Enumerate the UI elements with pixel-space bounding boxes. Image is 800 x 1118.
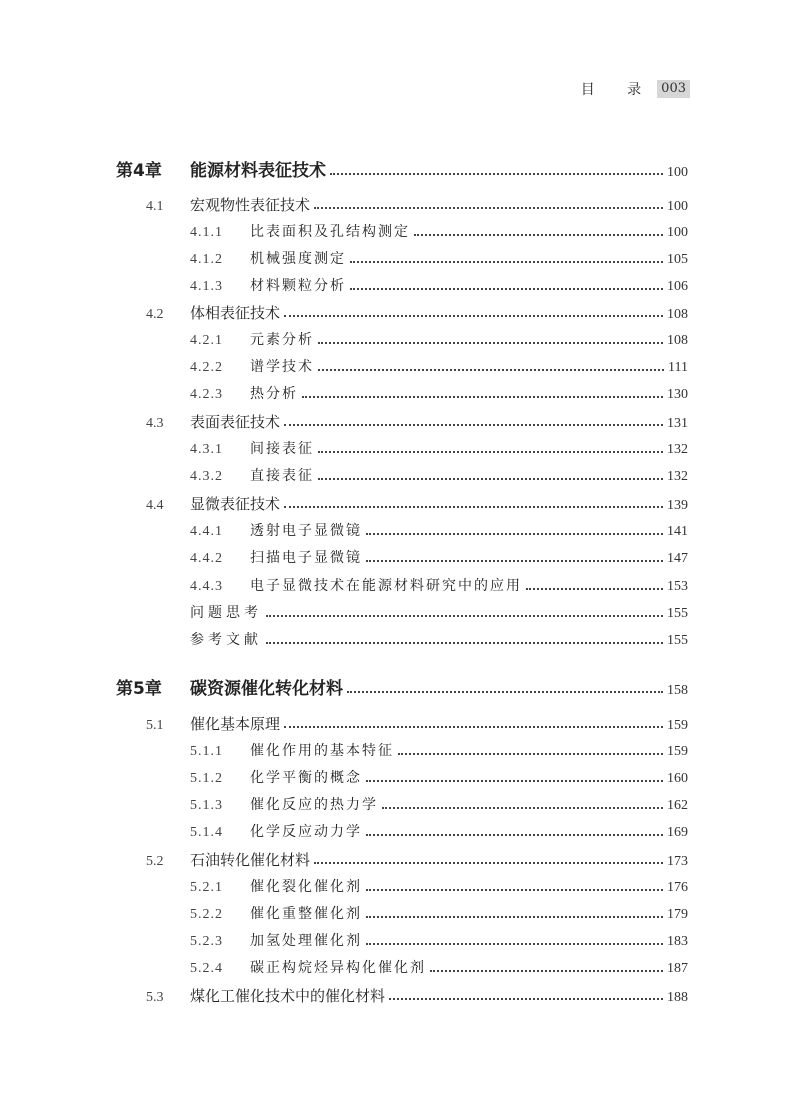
toc-entry-number: 4.1.3: [190, 279, 223, 294]
toc-entry-page: 162: [667, 798, 688, 813]
toc-section-entry[interactable]: [146, 847, 688, 873]
toc-entry-number: 第4章: [116, 161, 162, 181]
dot-leader: [526, 588, 663, 590]
toc-entry-number: 4.3.2: [190, 469, 223, 484]
toc-entry-page: 105: [667, 252, 688, 267]
running-header: [581, 79, 690, 99]
toc-entry-page: 173: [667, 854, 688, 869]
toc-entry[interactable]: [190, 219, 688, 245]
toc-entry-number: 4.1.2: [190, 252, 223, 267]
dot-leader: [366, 533, 663, 535]
toc-section-entry[interactable]: [146, 409, 688, 435]
dot-leader: [266, 642, 663, 644]
toc-entry-title: 扫描电子显微镜: [250, 550, 362, 566]
toc-entry-page: 159: [667, 718, 688, 733]
toc-entry[interactable]: [190, 545, 688, 571]
toc-entry-page: 106: [667, 279, 688, 294]
toc-entry-page: 158: [667, 683, 688, 698]
toc-entry-number: 4.4.1: [190, 524, 223, 539]
toc-entry-title: 直接表征: [250, 468, 314, 484]
toc-entry-number: 5.2.1: [190, 880, 223, 895]
toc-entry-page: 179: [667, 907, 688, 922]
toc-entry-number: 4.2.1: [190, 333, 223, 348]
toc-entry-title: 机械强度测定: [250, 251, 346, 267]
dot-leader: [284, 315, 663, 317]
dot-leader: [414, 234, 663, 236]
toc-entry[interactable]: [190, 901, 688, 927]
toc-entry-title: 元素分析: [250, 332, 314, 348]
toc-entry-page: 147: [667, 551, 688, 566]
dot-leader: [350, 261, 663, 263]
toc-entry-number: 5.2.4: [190, 961, 223, 976]
header-page-number: 003: [657, 80, 690, 98]
toc-entry-page: 169: [667, 825, 688, 840]
dot-leader: [318, 369, 664, 371]
dot-leader: [398, 753, 663, 755]
toc-entry[interactable]: [190, 738, 688, 764]
toc-entry-title: 谱学技术: [250, 359, 314, 375]
toc-entry-title: 电子显微技术在能源材料研究中的应用: [250, 578, 522, 594]
toc-section-entry[interactable]: [146, 711, 688, 737]
toc-entry-number: 4.4.3: [190, 579, 223, 594]
toc-section-entry[interactable]: [146, 300, 688, 326]
dot-leader: [389, 998, 663, 1000]
toc-entry[interactable]: [190, 518, 688, 544]
toc-entry[interactable]: [190, 627, 688, 653]
toc-entry[interactable]: [190, 573, 688, 599]
toc-entry-title: 加氢处理催化剂: [250, 933, 362, 949]
dot-leader: [302, 396, 663, 398]
toc-entry-title: 催化基本原理: [190, 715, 281, 733]
toc-entry-title: 参考文献: [190, 632, 262, 648]
toc-entry-title: 热分析: [250, 386, 298, 402]
dot-leader: [318, 478, 663, 480]
dot-leader: [314, 862, 663, 864]
dot-leader: [366, 780, 663, 782]
toc-entry[interactable]: [190, 273, 688, 299]
toc-entry-number: 4.3.1: [190, 442, 223, 457]
toc-entry-title: 体相表征技术: [190, 304, 281, 322]
toc-entry-number: 4.1.1: [190, 225, 223, 240]
toc-entry-title: 问题思考: [190, 605, 262, 621]
toc-entry-page: 155: [667, 633, 688, 648]
toc-entry-page: 187: [667, 961, 688, 976]
toc-entry-page: 111: [668, 360, 688, 375]
toc-entry-page: 130: [667, 387, 688, 402]
toc-entry-title: 材料颗粒分析: [250, 278, 346, 294]
dot-leader: [366, 834, 663, 836]
toc-entry-page: 131: [667, 416, 688, 431]
dot-leader: [284, 506, 663, 508]
toc-entry-title: 碳正构烷烃异构化催化剂: [250, 960, 426, 976]
toc-entry-page: 155: [667, 606, 688, 621]
toc-entry-page: 160: [667, 771, 688, 786]
toc-entry-title: 比表面积及孔结构测定: [250, 224, 410, 240]
toc-entry[interactable]: [190, 327, 688, 353]
toc-entry-page: 153: [667, 579, 688, 594]
toc-entry-title: 透射电子显微镜: [250, 523, 362, 539]
toc-entry-title: 石油转化催化材料: [190, 851, 311, 869]
toc-entry-title: 化学平衡的概念: [250, 770, 362, 786]
dot-leader: [382, 807, 663, 809]
dot-leader: [366, 916, 663, 918]
toc-entry-page: 108: [667, 333, 688, 348]
toc-entry-number: 5.1: [146, 718, 164, 733]
toc-entry[interactable]: [190, 765, 688, 791]
toc-entry-number: 5.2: [146, 854, 164, 869]
dot-leader: [318, 451, 663, 453]
toc-entry-number: 5.1.3: [190, 798, 223, 813]
toc-entry[interactable]: [190, 463, 688, 489]
toc-entry-number: 5.1.1: [190, 744, 223, 759]
toc-section-entry[interactable]: [146, 192, 688, 218]
toc-entry[interactable]: [190, 354, 688, 380]
toc-entry-number: 4.2.3: [190, 387, 223, 402]
toc-entry-title: 化学反应动力学: [250, 824, 362, 840]
header-label: 目 录: [580, 82, 656, 98]
dot-leader: [366, 889, 663, 891]
toc-entry-page: 159: [667, 744, 688, 759]
dot-leader: [284, 726, 663, 728]
toc-entry[interactable]: [190, 436, 688, 462]
toc-entry-title: 催化反应的热力学: [250, 797, 378, 813]
dot-leader: [266, 615, 663, 617]
dot-leader: [350, 288, 663, 290]
toc-entry-page: 188: [667, 990, 688, 1005]
toc-entry-number: 5.3: [146, 990, 164, 1005]
toc-entry-page: 183: [667, 934, 688, 949]
toc-entry-page: 100: [667, 225, 688, 240]
toc-entry-number: 4.4: [146, 498, 164, 513]
toc-entry-number: 4.2: [146, 307, 164, 322]
toc-entry[interactable]: [190, 792, 688, 818]
toc-entry-page: 141: [667, 524, 688, 539]
toc-entry[interactable]: [190, 928, 688, 954]
toc-entry-number: 5.2.3: [190, 934, 223, 949]
dot-leader: [347, 691, 663, 693]
dot-leader: [366, 560, 663, 562]
toc-entry-title: 催化作用的基本特征: [250, 743, 394, 759]
toc-entry-number: 5.1.4: [190, 825, 223, 840]
toc-entry-page: 139: [667, 498, 688, 513]
toc-entry-title: 煤化工催化技术中的催化材料: [190, 987, 386, 1005]
toc-entry[interactable]: [190, 246, 688, 272]
toc-entry-number: 4.4.2: [190, 551, 223, 566]
toc-entry[interactable]: [190, 874, 688, 900]
toc-entry-number: 第5章: [116, 679, 162, 699]
dot-leader: [318, 342, 663, 344]
toc-entry-page: 100: [667, 199, 688, 214]
toc-entry-page: 132: [667, 469, 688, 484]
dot-leader: [430, 970, 663, 972]
dot-leader: [366, 943, 663, 945]
toc-section-entry[interactable]: [146, 983, 688, 1009]
toc-entry-page: 108: [667, 307, 688, 322]
toc-entry[interactable]: [190, 600, 688, 626]
toc-entry-number: 5.1.2: [190, 771, 223, 786]
toc-entry-title: 能源材料表征技术: [190, 161, 326, 181]
toc-entry-number: 5.2.2: [190, 907, 223, 922]
toc-entry-number: 4.1: [146, 199, 164, 214]
dot-leader: [330, 173, 663, 175]
dot-leader: [314, 207, 663, 209]
dot-leader: [284, 424, 663, 426]
toc-entry-title: 催化裂化催化剂: [250, 879, 362, 895]
toc-chapter-entry[interactable]: [116, 158, 688, 184]
toc-entry[interactable]: [190, 955, 688, 981]
toc-entry-page: 100: [667, 165, 688, 180]
toc-entry-page: 132: [667, 442, 688, 457]
toc-entry[interactable]: [190, 819, 688, 845]
toc-entry-number: 4.3: [146, 416, 164, 431]
toc-entry-title: 间接表征: [250, 441, 314, 457]
toc-entry-title: 碳资源催化转化材料: [190, 679, 343, 699]
toc-entry-title: 表面表征技术: [190, 413, 281, 431]
toc-entry-title: 显微表征技术: [190, 495, 281, 513]
toc-entry-page: 176: [667, 880, 688, 895]
toc-entry-title: 宏观物性表征技术: [190, 196, 311, 214]
toc-entry[interactable]: [190, 381, 688, 407]
toc-entry-title: 催化重整催化剂: [250, 906, 362, 922]
toc-entry-number: 4.2.2: [190, 360, 223, 375]
toc-section-entry[interactable]: [146, 491, 688, 517]
toc-chapter-entry[interactable]: [116, 676, 688, 702]
